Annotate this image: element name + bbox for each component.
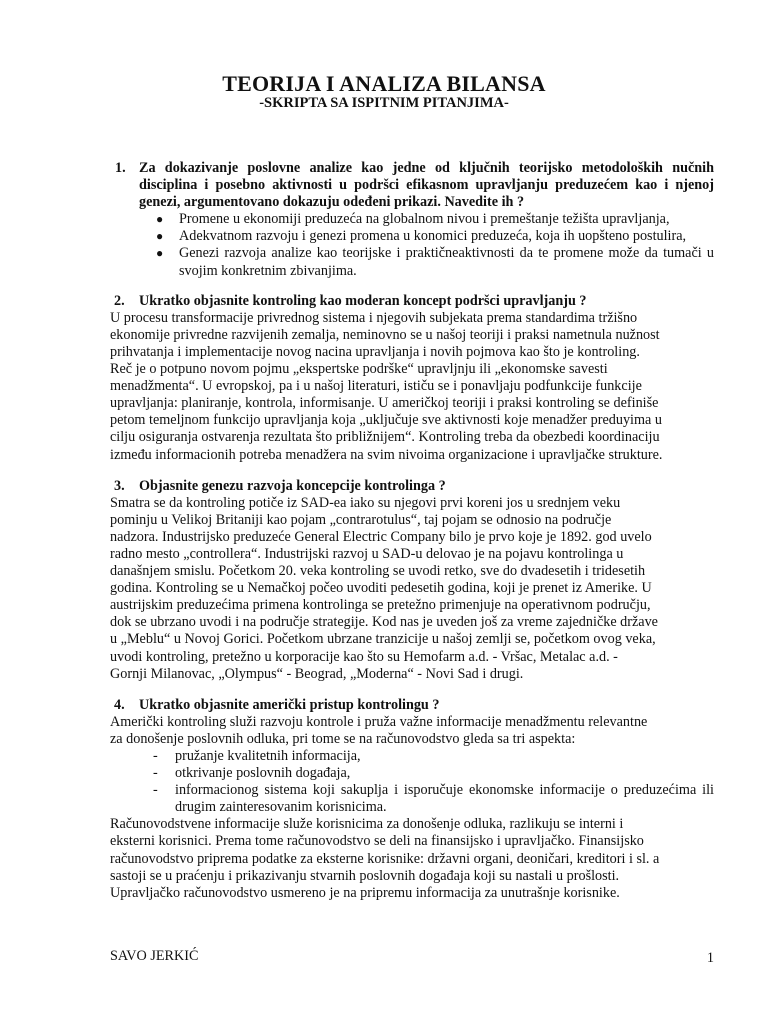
- question-text: Za dokazivanje poslovne analize kao jedne od ključnih teorijsko metodoloških nučnih disciplina i posebno aktivnosti u podršci efikasnom upravljanju preduzećem kao i njenoj genezi, argumentovano dokazuju odeđeni prikazi. Navedite ih ?: [139, 160, 714, 211]
- document-body: [110, 160, 714, 902]
- question-text: Objasnite genezu razvoja koncepcije kontrolinga ?: [139, 477, 446, 494]
- dash-icon: -: [153, 748, 158, 764]
- question-number: 2.: [114, 292, 125, 309]
- document-subtitle: -SKRIPTA SA ISPITNIM PITANJIMA-: [259, 95, 509, 111]
- list-item: ● Genezi razvoja analize kao teorijske i praktičneaktivnosti da te promene može da tumači u svojim konkretnim zbivanjima.: [156, 245, 714, 279]
- question-1: [110, 160, 714, 211]
- page-number: 1: [706, 950, 714, 966]
- bullet-icon: ●: [156, 212, 164, 227]
- question-number: 1.: [115, 160, 126, 176]
- question-number: 3.: [114, 477, 125, 494]
- question-text: Ukratko objasnite američki pristup kontrolingu ?: [139, 696, 440, 713]
- answer-bullet-list: [110, 211, 714, 279]
- list-item: - pružanje kvalitetnih informacija,: [153, 748, 361, 764]
- dash-icon: -: [153, 782, 158, 799]
- list-item: ● Adekvatnom razvoju i genezi promena u konomici preduzeća, koja ih uopšteno postulira,: [156, 228, 687, 245]
- dash-icon: -: [153, 765, 158, 782]
- question-4: [110, 697, 714, 714]
- question-2: [110, 293, 714, 310]
- question-3: [110, 478, 714, 495]
- list-item: - otkrivanje poslovnih događaja,: [153, 765, 351, 782]
- answer-3: Smatra se da kontroling potiče iz SAD-ea iako su njegovi prvi koreni jos u srednjem veku pominju u Velikoj Britaniji kao pojam „contrarotulus“, taj pojam se odnosio na područje nadzora. Industrijsko preduzeće General Electric Company bilo je prvo koje je 1892. god uvelo radno mesto „controllera“. Industrijski razvoj u SAD-u delovao je na pojavu kontrolinga u današnjem smislu. Početkom 20. veka kontroling se uvodi retko, sve do dvadesetih i tridesetih godina. Kontroling se u Nemačkoj počeo uvoditi pedesetih godina, koji je prenet iz Amerike. U austrijskim preduzećima primena kontrolinga se pretežno primenjuje na operativnom području, dok se ubrzano uvodi i na područje strategije. Kod nas je uveden još za vreme zajedničke države u „Meblu“ u Novoj Gorici. Početkom ubrzane tranzicije u našoj zemlji se, početkom ovog veka, uvodi kontroling, pretežno u korporacije kao što su Hemofarm a.d. - Vršac, Metalac a.d. - Gornji Milanovac, „Olympus“ - Beograd, „Moderna“ - Novi Sad i drugi.: [110, 494, 658, 682]
- list-item: - informacionog sistema koji sakuplja i isporučuje ekonomske informacije o preduzećima ili drugim zainteresovanim korisnicima.: [153, 782, 714, 816]
- answer-2: U procesu transformacije privrednog sistema i njegovih subjekata prema standardima tržišno ekonomije privredne razvijenih zemalja, neminovno se u našoj teoriji i praksi nametnula nužnost prihvatanja i implementacije novog nacina upravljanja i novih pojmova kao što je kontroling. Reč je o potpuno novom pojmu „ekspertske podrške“ upravljnju ili „ekonomske savesti menadžmenta“. U evropskoj, pa i u našoj literaturi, ističu se i ponavljaju podfunkcije funkcije upravljanja: planiranje, kontrola, informisanje. U američkoj teoriji i praksi kontroling se definiše petom temeljnom funkcijo upravljanja koja „uključuje sve aktivnosti koje menadžer preduyima u cilju osiguranja ostvarenja rezultata što približnijem“. Kontroling treba da obezbedi koordinaciju između informacionih potreba menadžera na svim nivoima organizacione i upravljačke strukture.: [110, 309, 663, 463]
- list-item: ● Promene u ekonomiji preduzeća na globalnom nivou i premeštanje težišta upravljanja,: [156, 211, 670, 228]
- answer-4-outro: Računovodstvene informacije služe korisnicima za donošenje odluka, razlikuju se interni i eksterni korisnici. Prema tome računovodstvo se deli na finansijsko i upravljačko. Finansijsko računovodstvo pripremа podatke za eksterne korisnike: državni organi, deoničari, kreditori i sl. a sastoji se u praćenju i prikazivanju stvarnih poslovnih događaja koji su nastali u prošlosti. Upravljačko računovodstvo usmereno je na pripremu informacija za unutrašnje korisnike.: [110, 816, 660, 901]
- question-text: Ukratko objasnite kontroling kao moderan koncept podršci upravljanju ?: [139, 292, 587, 309]
- question-number: 4.: [114, 696, 125, 713]
- answer-dash-list: [110, 748, 714, 816]
- bullet-icon: ●: [156, 246, 164, 261]
- footer-author: SAVO JERKIĆ: [110, 948, 199, 964]
- answer-4-intro: Američki kontroling služi razvoju kontrole i pruža važne informacije menadžmentu relevantne za donošenje poslovnih odluka, pri tome se na računovodstvo gleda sa tri aspekta:: [110, 713, 648, 747]
- document-title: TEORIJA I ANALIZA BILANSA: [222, 71, 546, 96]
- bullet-icon: ●: [156, 229, 164, 244]
